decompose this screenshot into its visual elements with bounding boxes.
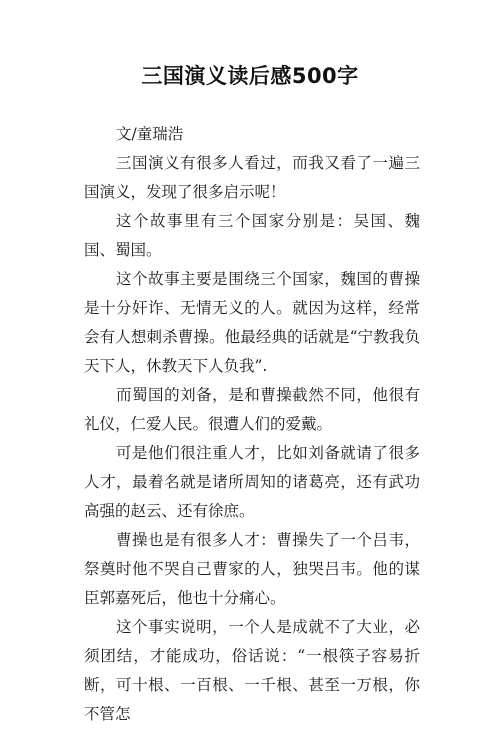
paragraph: 曹操也是有很多人才：曹操失了一个吕韦，祭奠时他不哭自己曹家的人，独哭吕韦。他的谋臣郭嘉死后，他也十分痛心。 [84,531,420,607]
paragraph: 三国演义有很多人看过，而我又看了一遍三国演义，发现了很多启示呢！ [84,154,420,201]
paragraph: 这个故事主要是围绕三个国家，魏国的曹操是十分奸诈、无情无义的人。就因为这样，经常会有人想刺杀曹操。他最经典的话就是“宁教我负天下人，休教天下人负我”. [84,270,420,375]
paragraph: 可是他们很注重人才，比如刘备就请了很多人才，最着名就是诸所周知的诸葛亮，还有武功高强的赵云、还有徐庶。 [84,444,420,520]
paragraph: 而蜀国的刘备，是和曹操截然不同，他很有礼仪，仁爱人民。很遭人们的爱戴。 [84,386,420,433]
paragraph: 这个事实说明，一个人是成就不了大业，必须团结，才能成功，俗话说：“一根筷子容易折断，可十根、一百根、一千根、甚至一万根，你不管怎 [84,618,420,723]
document-body [84,120,420,729]
paragraph: 这个故事里有三个国家分别是：吴国、魏国、蜀国。 [84,212,420,259]
author-line: 文/童瑞浩 [116,125,184,143]
document-title: 三国演义读后感500字 [141,64,359,88]
